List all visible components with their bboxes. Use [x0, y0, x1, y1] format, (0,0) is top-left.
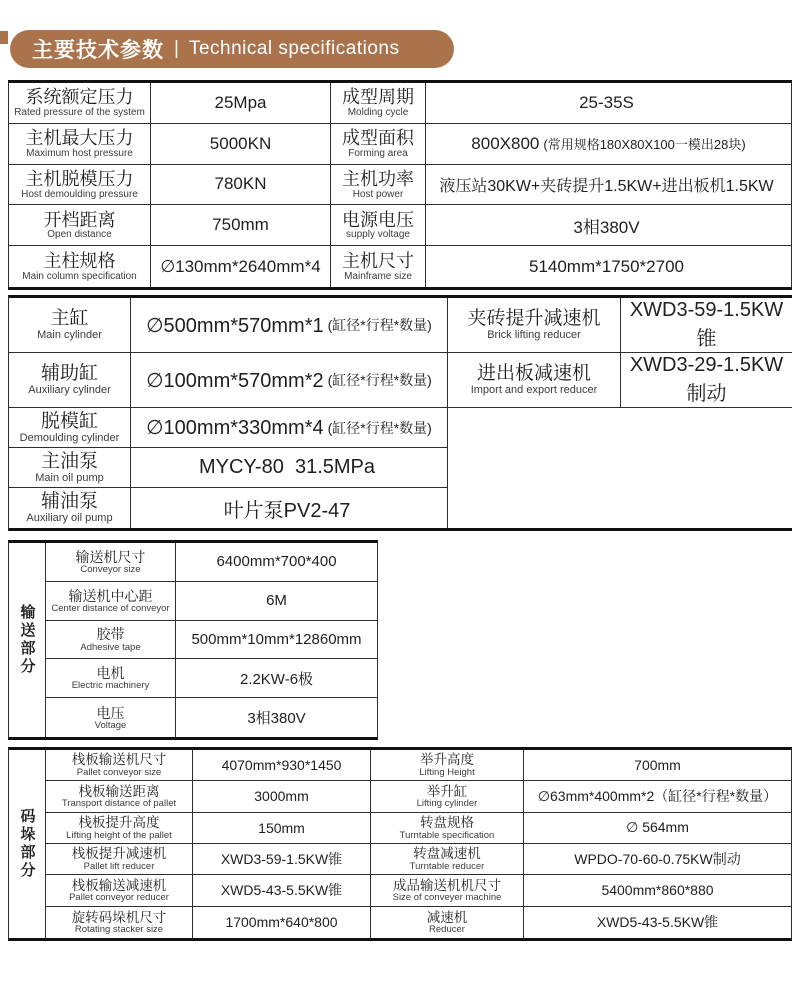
value-text: ∅100mm*570mm*2	[146, 369, 324, 392]
label-en: Lifting height of the pallet	[66, 829, 172, 841]
value-text: 4070mm*930*1450	[221, 757, 342, 774]
value-text: 1700mm*640*800	[225, 914, 338, 931]
spec-value	[426, 124, 791, 165]
label-zh: 栈板输送距离	[78, 783, 160, 799]
label-zh: 举升缸	[426, 783, 468, 799]
spec-value	[176, 543, 377, 582]
label-en: Lifting cylinder	[416, 798, 478, 810]
spec-value	[621, 298, 792, 353]
label-en: Forming area	[348, 147, 408, 159]
label-zh: 栈板提升减速机	[71, 846, 167, 862]
spec-value	[131, 488, 448, 528]
spec-label	[46, 698, 176, 737]
value-text: ∅63mm*400mm*2（缸径*行程*数量）	[537, 788, 778, 805]
label-en: Turntable reducer	[409, 860, 485, 872]
value-text: MYCY-80 31.5MPa	[198, 456, 375, 478]
value-text: ∅100mm*330mm*4	[146, 417, 324, 439]
spec-label	[331, 246, 426, 287]
spec-value	[524, 875, 791, 906]
label-en: Turntable specification	[399, 829, 495, 841]
spec-label	[9, 353, 131, 408]
spec-value	[426, 83, 791, 124]
label-zh: 栈板提升高度	[78, 815, 160, 831]
spec-label	[9, 448, 131, 488]
spec-value	[193, 844, 371, 875]
value-text: 3相380V	[573, 217, 640, 237]
label-zh: 电源电压	[342, 209, 414, 230]
spec-value	[151, 83, 331, 124]
label-zh: 成型面积	[342, 128, 414, 149]
label-zh: 辅油泵	[40, 491, 98, 513]
value-text: ∅ 564mm	[626, 819, 689, 836]
label-zh: 输送机尺寸	[75, 548, 146, 565]
spec-value	[193, 781, 371, 812]
value-text: WPDO-70-60-0.75KW制动	[574, 851, 741, 868]
spec-value	[193, 907, 371, 938]
spec-value	[193, 750, 371, 781]
label-zh: 栈板输送机尺寸	[71, 752, 167, 768]
spec-label	[331, 165, 426, 206]
spec-value	[176, 621, 377, 660]
spec-label	[371, 781, 524, 812]
value-text: XWD5-43-5.5KW锥	[220, 882, 343, 899]
spec-value	[131, 353, 448, 408]
value-text: 3相380V	[247, 710, 306, 728]
spec-label	[46, 659, 176, 698]
label-en: Main column specification	[22, 270, 137, 282]
value-note: (常用规格180X80X100一模出28块)	[543, 137, 746, 153]
spec-value	[131, 408, 448, 448]
label-en: Auxiliary oil pump	[26, 512, 113, 525]
spec-label	[46, 907, 193, 938]
main-specs-table	[8, 80, 792, 290]
spec-label	[9, 488, 131, 528]
label-en: Center distance of conveyor	[51, 602, 170, 614]
cylinder-specs-table	[8, 295, 792, 531]
spec-label	[371, 844, 524, 875]
spec-value	[426, 246, 791, 287]
label-zh: 电压	[96, 704, 125, 721]
spec-label	[46, 844, 193, 875]
spec-label	[331, 83, 426, 124]
label-en: Pallet lift reducer	[83, 860, 155, 872]
spec-value	[151, 124, 331, 165]
spec-value	[151, 205, 331, 246]
value-text: 750mm	[212, 215, 269, 235]
label-en: Mainframe size	[344, 270, 412, 282]
page-title-en: Technical specifications	[188, 38, 400, 59]
value-text: 5000KN	[209, 133, 272, 153]
spec-value	[131, 448, 448, 488]
spec-label	[448, 353, 621, 408]
spec-label	[371, 907, 524, 938]
label-en: Electric machinery	[71, 680, 150, 692]
label-zh: 成品输送机机尺寸	[393, 877, 501, 893]
label-en: Voltage	[94, 719, 127, 731]
value-text: XWD5-43-5.5KW锥	[596, 914, 719, 931]
label-en: Maximum host pressure	[26, 147, 133, 159]
label-zh: 主缸	[50, 308, 89, 330]
spec-label	[46, 543, 176, 582]
spec-label	[371, 750, 524, 781]
label-zh: 旋转码垛机尺寸	[71, 909, 167, 925]
label-zh: 主机脱模压力	[25, 168, 134, 189]
spec-label	[371, 875, 524, 906]
value-text: 5140mm*1750*2700	[528, 256, 684, 276]
label-en: Host demoulding pressure	[21, 188, 138, 200]
value-text: 液压站30KW+夹砖提升1.5KW+进出板机1.5KW	[439, 177, 774, 195]
spec-label	[331, 205, 426, 246]
label-en: Size of conveyer machine	[392, 892, 502, 904]
spec-label	[448, 298, 621, 353]
label-zh: 成型周期	[342, 87, 414, 108]
label-zh: 主机功率	[342, 168, 414, 189]
label-zh: 主柱规格	[43, 250, 116, 271]
spec-value	[524, 781, 791, 812]
spec-label	[9, 246, 151, 287]
value-text: XWD3-59-1.5KW锥	[220, 851, 343, 868]
value-text: 150mm	[258, 819, 305, 836]
spec-value	[524, 813, 791, 844]
label-en: Rotating stacker size	[74, 924, 164, 936]
label-zh: 电机	[96, 665, 125, 682]
label-zh: 夹砖提升减速机	[467, 308, 601, 330]
spec-value	[176, 582, 377, 621]
label-en: Demoulding cylinder	[19, 431, 120, 444]
spec-label	[46, 582, 176, 621]
value-text: 700mm	[634, 757, 681, 774]
banner-edge-tab	[0, 31, 8, 44]
value-text: 叶片泵PV2-47	[223, 499, 351, 522]
spec-label	[9, 205, 151, 246]
value-text: 25-35S	[579, 92, 634, 112]
value-text: ∅130mm*2640mm*4	[160, 256, 321, 276]
label-zh: 进出板减速机	[476, 363, 591, 385]
label-en: Transport distance of pallet	[61, 798, 177, 810]
label-en: Auxiliary cylinder	[28, 384, 111, 397]
spec-value	[426, 165, 791, 206]
value-text: 5400mm*860*880	[601, 882, 714, 899]
label-zh: 辅助缸	[40, 363, 98, 385]
title-divider: |	[174, 38, 179, 59]
spec-value	[193, 875, 371, 906]
label-zh: 举升高度	[420, 752, 474, 768]
value-text: 3000mm	[254, 788, 309, 805]
label-zh: 转盘减速机	[413, 846, 481, 862]
label-en: Molding cycle	[347, 106, 409, 118]
value-note: (缸径*行程*数量)	[327, 419, 432, 436]
label-en: Reducer	[429, 924, 465, 936]
label-en: Lifting Height	[419, 766, 475, 778]
value-note: (缸径*行程*数量)	[327, 372, 432, 388]
label-zh: 系统额定压力	[25, 87, 134, 108]
label-en: Main oil pump	[35, 471, 104, 484]
label-en: Pallet conveyor reducer	[69, 892, 169, 904]
spec-value	[151, 246, 331, 287]
label-en: Host power	[352, 188, 404, 200]
spec-value	[193, 813, 371, 844]
value-text: 6400mm*700*400	[216, 553, 337, 571]
label-en: Brick lifting reducer	[487, 329, 581, 342]
spec-value	[524, 750, 791, 781]
label-en: Rated pressure of the system	[14, 106, 145, 118]
spec-label	[46, 621, 176, 660]
header-banner	[10, 30, 454, 68]
stacking-section-table	[8, 747, 792, 941]
spec-label	[9, 408, 131, 448]
spec-label	[9, 298, 131, 353]
section-label-conveyor: 输送部分	[9, 543, 46, 737]
value-text: ∅500mm*570mm*1	[146, 314, 324, 337]
spec-value	[524, 907, 791, 938]
spec-label	[371, 813, 524, 844]
label-zh: 脱模缸	[40, 410, 98, 432]
label-en: Import and export reducer	[470, 384, 598, 397]
label-en: Adhesive tape	[80, 641, 141, 653]
spec-label	[46, 781, 193, 812]
section-label-stacking: 码垛部分	[9, 750, 46, 938]
label-zh: 胶带	[96, 626, 125, 643]
spec-value	[151, 165, 331, 206]
spec-label	[46, 875, 193, 906]
empty-region	[448, 408, 792, 528]
label-zh: 主机最大压力	[25, 128, 134, 149]
value-note: (缸径*行程*数量)	[327, 317, 432, 333]
label-en: Pallet conveyor size	[76, 766, 162, 778]
value-text: 2.2KW-6极	[239, 670, 314, 688]
spec-label	[9, 165, 151, 206]
value-text: 6M	[266, 592, 287, 610]
spec-label	[9, 83, 151, 124]
label-zh: 转盘规格	[420, 815, 474, 831]
spec-label	[46, 750, 193, 781]
label-en: Main cylinder	[37, 329, 102, 342]
value-text: 780KN	[214, 174, 267, 194]
label-zh: 主油泵	[40, 450, 98, 472]
value-text: 500mm*10mm*12860mm	[191, 630, 362, 648]
label-en: supply voltage	[346, 229, 410, 241]
page-title-zh: 主要技术参数	[32, 39, 164, 62]
spec-label	[9, 124, 151, 165]
label-en: Open distance	[47, 229, 112, 241]
spec-value	[176, 659, 377, 698]
label-zh: 减速机	[426, 909, 468, 925]
label-zh: 栈板输送减速机	[71, 877, 167, 893]
label-zh: 开档距离	[43, 209, 116, 230]
value-text: XWD3-29-1.5KW制动	[629, 354, 784, 405]
value-text: 800X800	[471, 133, 540, 153]
label-en: Conveyor size	[80, 563, 141, 575]
spec-label	[46, 813, 193, 844]
conveyor-section-table	[8, 540, 378, 740]
label-zh: 主机尺寸	[342, 250, 414, 271]
spec-value	[524, 844, 791, 875]
value-text: XWD3-59-1.5KW锥	[629, 299, 784, 350]
spec-value	[176, 698, 377, 737]
label-zh: 输送机中心距	[68, 587, 153, 604]
spec-value	[426, 205, 791, 246]
value-text: 25Mpa	[214, 92, 267, 112]
spec-value	[131, 298, 448, 353]
spec-label	[331, 124, 426, 165]
spec-value	[621, 353, 792, 408]
